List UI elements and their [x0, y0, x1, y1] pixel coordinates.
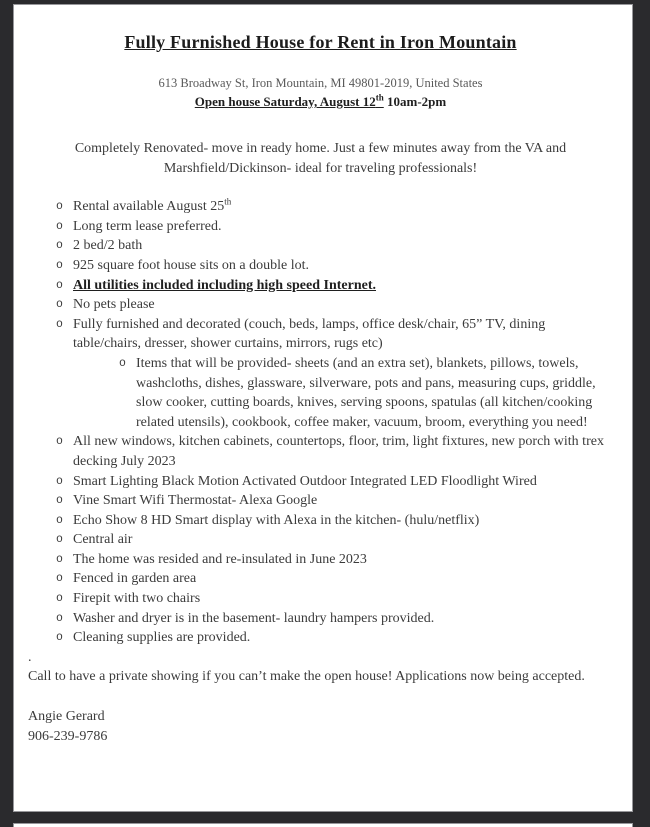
bullet-item	[56, 295, 613, 315]
bullet-text: Washer and dryer is in the basement- laundry hampers provided.	[73, 610, 435, 626]
bullet-text: Firepit with two chairs	[73, 591, 201, 607]
circle-bullet-icon: o	[56, 474, 63, 488]
bullet-text: Rental available August 25th	[73, 196, 232, 215]
intro-paragraph: Completely Renovated- move in ready home. Just a few minutes away from the VA and Marshfield/Dickinson- ideal for traveling professionals!	[74, 141, 567, 176]
document-title: Fully Furnished House for Rent in Iron Mountain	[124, 32, 517, 52]
bullet-item	[56, 609, 613, 629]
circle-bullet-icon: o	[56, 592, 63, 606]
bullet-item	[56, 589, 613, 609]
document-page	[13, 4, 633, 812]
circle-bullet-icon: o	[56, 278, 63, 292]
circle-bullet-icon: o	[56, 435, 63, 449]
bullet-item	[56, 315, 613, 354]
bullet-text: Echo Show 8 HD Smart display with Alexa in the kitchen- (hulu/netflix)	[73, 512, 480, 528]
stray-period: .	[28, 649, 32, 665]
bullet-text: The home was resided and re-insulated in June 2023	[73, 551, 367, 567]
bullet-item	[56, 550, 613, 570]
bullet-text: Central air	[73, 532, 133, 548]
bullet-text: Cleaning supplies are provided.	[73, 630, 251, 646]
bullet-item	[56, 511, 613, 531]
circle-bullet-icon: o	[56, 317, 63, 331]
circle-bullet-icon: o	[56, 631, 63, 645]
signature-block	[28, 707, 613, 746]
bullet-text: No pets please	[73, 297, 155, 313]
bullet-text: All new windows, kitchen cabinets, countertops, floor, trim, light fixtures, new porch with trex decking July 2023	[73, 434, 604, 469]
ordinal-superscript: th	[224, 196, 232, 207]
bullet-item	[56, 276, 613, 296]
contact-name: Angie Gerard	[28, 709, 105, 725]
bullet-text: Vine Smart Wifi Thermostat- Alexa Google	[73, 493, 318, 509]
closing-paragraph: Call to have a private showing if you can’t make the open house! Applications now being accepted.	[28, 669, 585, 685]
bullet-text: 2 bed/2 bath	[73, 238, 143, 254]
bullet-item	[56, 491, 613, 511]
bullet-item	[56, 217, 613, 237]
contact-phone: 906-239-9786	[28, 728, 108, 744]
next-page-top-edge	[13, 823, 633, 827]
circle-bullet-icon: o	[56, 258, 63, 272]
bullet-item	[119, 354, 613, 432]
bullet-item	[56, 628, 613, 648]
circle-bullet-icon: o	[56, 552, 63, 566]
bullet-text: 925 square foot house sits on a double lot.	[73, 257, 310, 273]
bullet-item	[56, 256, 613, 276]
bullet-item	[56, 530, 613, 550]
open-house-line	[28, 93, 613, 111]
bullet-item	[56, 472, 613, 492]
circle-bullet-icon: o	[56, 513, 63, 527]
bullet-item	[56, 569, 613, 589]
bullet-text: Long term lease preferred.	[73, 218, 222, 234]
bullet-text: Fully furnished and decorated (couch, beds, lamps, office desk/chair, 65” TV, dining table/chairs, dresser, shower curtains, mirrors, rugs etc)	[73, 316, 546, 352]
bullet-text: All utilities included including high speed Internet.	[73, 277, 376, 293]
circle-bullet-icon: o	[56, 611, 63, 625]
address-line: 613 Broadway St, Iron Mountain, MI 49801-2019, United States	[158, 76, 483, 90]
bullet-list	[28, 197, 613, 648]
bullet-item	[56, 197, 613, 217]
circle-bullet-icon: o	[56, 533, 63, 547]
bullet-item	[56, 432, 613, 471]
circle-bullet-icon: o	[56, 494, 63, 508]
open-house-time: 10am-2pm	[383, 94, 447, 109]
circle-bullet-icon: o	[56, 239, 63, 253]
circle-bullet-icon: o	[119, 356, 126, 370]
circle-bullet-icon: o	[56, 572, 63, 586]
bullet-item	[56, 236, 613, 256]
open-house-underlined: Open house Saturday, August 12th	[194, 92, 384, 109]
circle-bullet-icon: o	[56, 298, 63, 312]
circle-bullet-icon: o	[56, 219, 63, 233]
bullet-text: Items that will be provided- sheets (and an extra set), blankets, pillows, towels, washcloths, dishes, glassware, silverware, pots and pans, measuring cups, griddle, slow cooker, cutting boards, knives, serving spoons, spatulas (all kitchen/cooking related utensils), cookbook, coffee maker, vacuum, broom, everything you need!	[136, 355, 596, 430]
bullet-text: Smart Lighting Black Motion Activated Outdoor Integrated LED Floodlight Wired	[73, 473, 537, 489]
ordinal-superscript: th	[375, 92, 384, 103]
circle-bullet-icon: o	[56, 200, 63, 214]
bullet-text: Fenced in garden area	[73, 571, 197, 587]
